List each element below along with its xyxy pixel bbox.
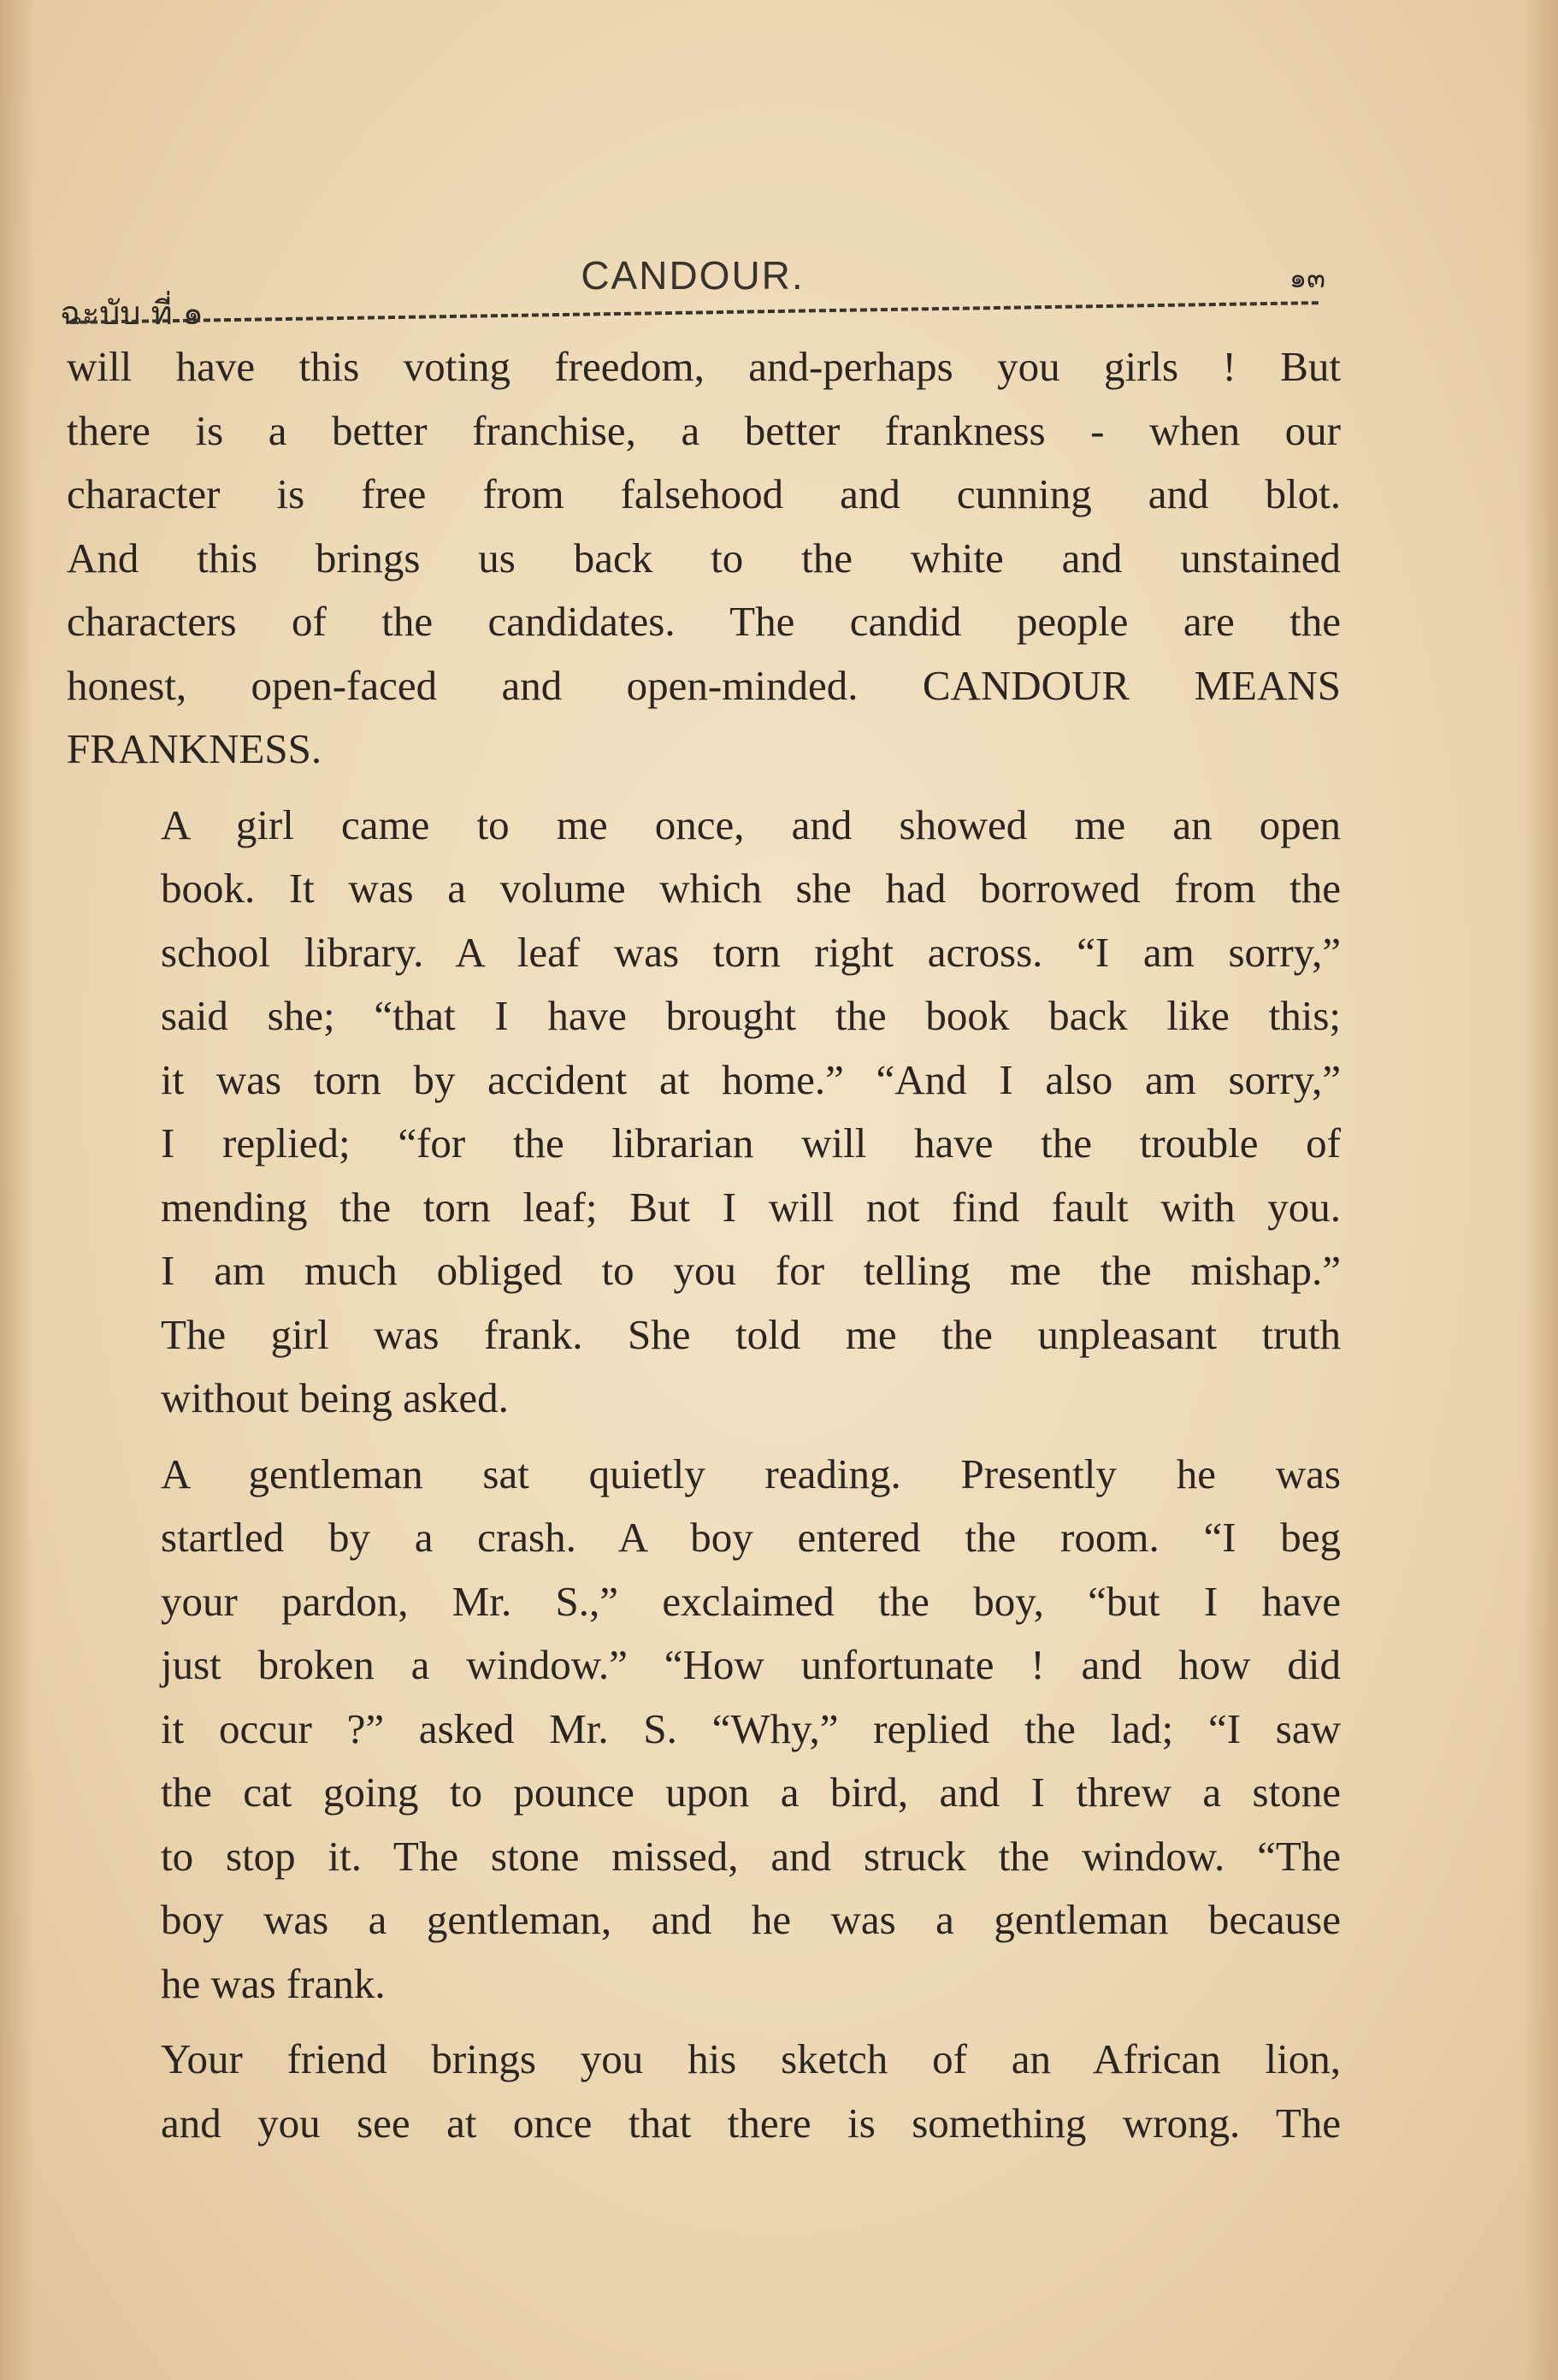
text-line: startled by a crash. A boy entered the room. “I beg <box>161 1514 1341 1561</box>
text-line: A gentleman sat quietly reading. Presently he was <box>161 1450 1341 1497</box>
running-title: CANDOUR. <box>581 253 805 298</box>
text-line: The girl was frank. She told me the unpleasant truth <box>161 1310 1341 1358</box>
text-line: he was frank. <box>161 1959 386 2007</box>
text-line: it occur ?” asked Mr. S. “Why,” replied the lad; “I saw <box>161 1704 1341 1752</box>
text-line: and you see at once that there is something wrong. The <box>161 2099 1341 2147</box>
text-line: I am much obliged to you for telling me the mishap.” <box>161 1247 1341 1294</box>
text-line: just broken a window.” “How unfortunate ! and how did <box>161 1641 1341 1688</box>
text-line: said she; “that I have brought the book back like this; <box>161 992 1341 1039</box>
text-line: book. It was a volume which she had borrowed from the <box>161 865 1341 912</box>
text-line: to stop it. The stone missed, and struck the window. “The <box>161 1832 1341 1880</box>
text-line: it was torn by accident at home.” “And I also am sorry,” <box>161 1055 1341 1103</box>
page-edge-left <box>0 0 34 2380</box>
body-text <box>67 335 1341 2167</box>
text-line: without being asked. <box>161 1374 509 1421</box>
text-line: mending the torn leaf; But I will not find fault with you. <box>161 1183 1341 1231</box>
text-line: there is a better franchise, a better frankness - when our <box>67 406 1341 454</box>
text-line: Your friend brings you his sketch of an African lion, <box>161 2035 1341 2082</box>
header-issue-label: ฉะบับ ที่ ๑ <box>60 294 204 332</box>
text-line: A girl came to me once, and showed me an open <box>161 800 1341 848</box>
text-line: And this brings us back to the white and unstained <box>67 534 1341 582</box>
text-line: characters of the candidates. The candid people are the <box>67 598 1341 645</box>
text-line: boy was a gentleman, and he was a gentleman because <box>161 1896 1341 1943</box>
paragraph <box>67 794 1341 1431</box>
text-line: character is free from falsehood and cunning and blot. <box>67 470 1341 517</box>
text-line: will have this voting freedom, and-perhaps you girls ! But <box>67 343 1341 390</box>
text-line: I replied; “for the librarian will have the trouble of <box>161 1119 1341 1166</box>
text-line: your pardon, Mr. S.,” exclaimed the boy, “but I have <box>161 1577 1341 1625</box>
text-line: FRANKNESS. <box>67 725 322 772</box>
paragraph <box>67 2028 1341 2155</box>
text-line: honest, open-faced and open-minded. CANDOUR MEANS <box>67 661 1341 709</box>
paragraph <box>67 335 1341 782</box>
page-edge-right <box>1524 0 1558 2380</box>
text-line: the cat going to pounce upon a bird, and I threw a stone <box>161 1769 1341 1816</box>
text-line: school library. A leaf was torn right across. “I am sorry,” <box>161 928 1341 976</box>
page-number: ๑๓ <box>1289 262 1325 294</box>
paragraph <box>67 1443 1341 2017</box>
